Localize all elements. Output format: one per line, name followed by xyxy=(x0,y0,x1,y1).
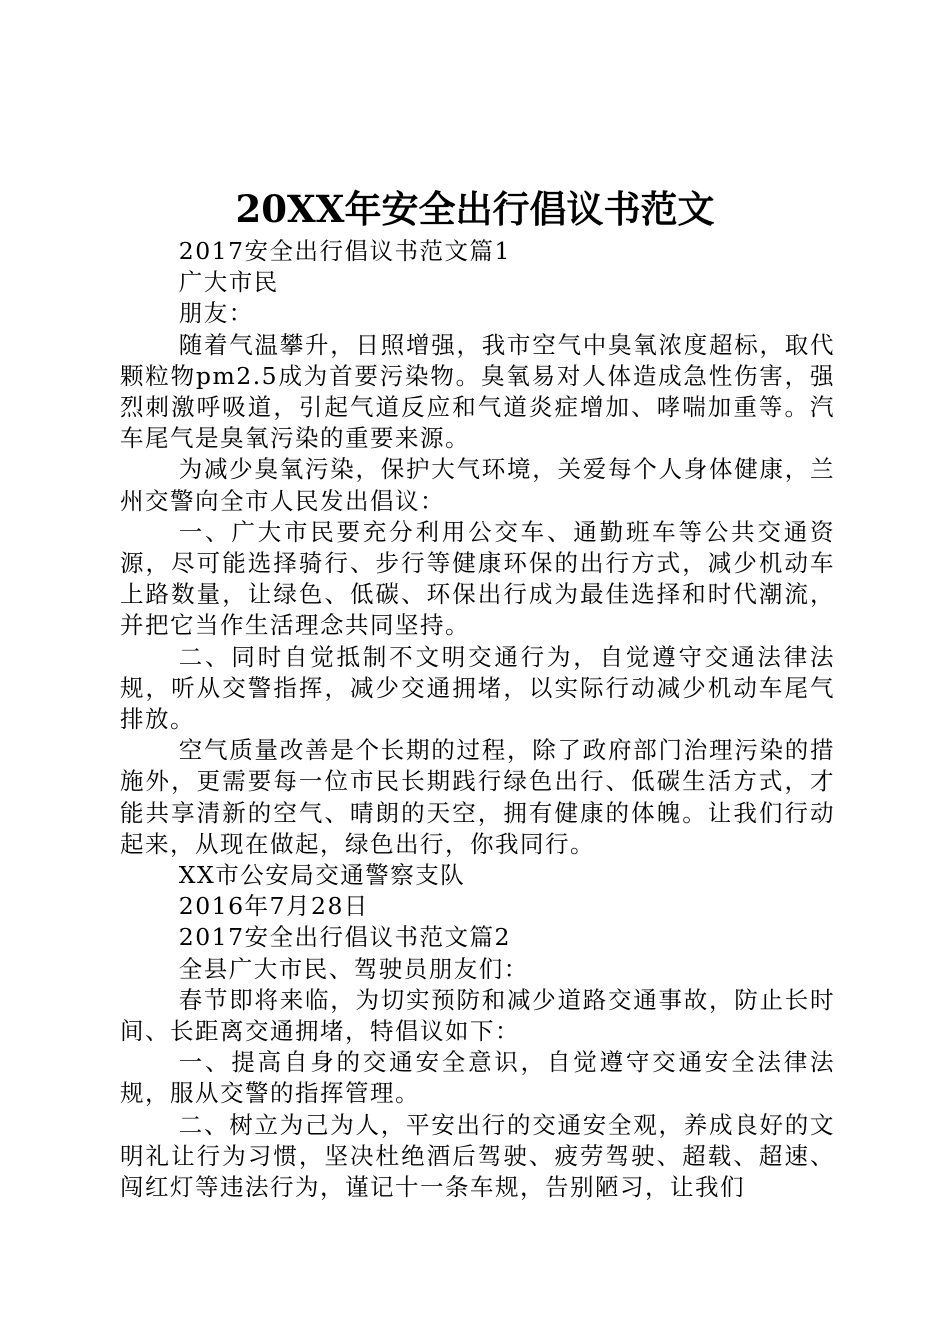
paragraph: 随着气温攀升，日照增强，我市空气中臭氧浓度超标，取代颗粒物pm2.5成为首要污染物。臭氧易对人体造成急性伤害，强烈刺激呼吸道，引起气道反应和气道炎症增加、哮喘加重等。汽车尾气是臭氧污染的重要来源。 xyxy=(120,330,835,453)
document-title: 20XX年安全出行倡议书范文 xyxy=(235,187,715,231)
paragraph: 2017安全出行倡议书范文篇2 xyxy=(178,923,512,952)
paragraph: 为减少臭氧污染，保护大气环境，关爱每个人身体健康，兰州交警向全市人民发出倡议： xyxy=(120,455,835,515)
paragraph: 二、同时自觉抵制不文明交通行为，自觉遵守交通法律法规，听从交警指挥，减少交通拥堵，以实际行动减少机动车尾气排放。 xyxy=(120,642,835,734)
paragraph: 二、树立为己为人，平安出行的交通安全观，养成良好的文明礼让行为习惯，坚决杜绝酒后驾驶、疲劳驾驶、超载、超速、闯红灯等违法行为，谨记十一条车规，告别陋习，让我们 xyxy=(120,1110,835,1202)
paragraph: 全县广大市民、驾驶员朋友们： xyxy=(178,954,529,983)
paragraph: 2016年7月28日 xyxy=(178,892,369,921)
paragraph: 空气质量改善是个长期的过程，除了政府部门治理污染的措施外，更需要每一位市民长期践行绿色出行、低碳生活方式，才能共享清新的空气、晴朗的天空，拥有健康的体魄。让我们行动起来，从现在做起，绿色出行，你我同行。 xyxy=(120,736,835,858)
paragraph: 朋友： xyxy=(178,299,254,328)
paragraph: 2017安全出行倡议书范文篇1 xyxy=(178,237,512,265)
paragraph: 春节即将来临，为切实预防和减少道路交通事故，防止长时间、长距离交通拥堵，特倡议如下： xyxy=(120,985,835,1046)
document-body xyxy=(120,236,835,1203)
paragraph: 广大市民 xyxy=(178,268,279,297)
paragraph: 一、提高自身的交通安全意识，自觉遵守交通安全法律法规，服从交警的指挥管理。 xyxy=(120,1048,835,1108)
paragraph: 一、广大市民要充分利用公交车、通勤班车等公共交通资源，尽可能选择骑行、步行等健康环保的出行方式，减少机动车上路数量，让绿色、低碳、环保出行成为最佳选择和时代潮流，并把它当作生活理念共同坚持。 xyxy=(120,517,835,640)
paragraph: XX市公安局交通警察支队 xyxy=(178,861,466,890)
